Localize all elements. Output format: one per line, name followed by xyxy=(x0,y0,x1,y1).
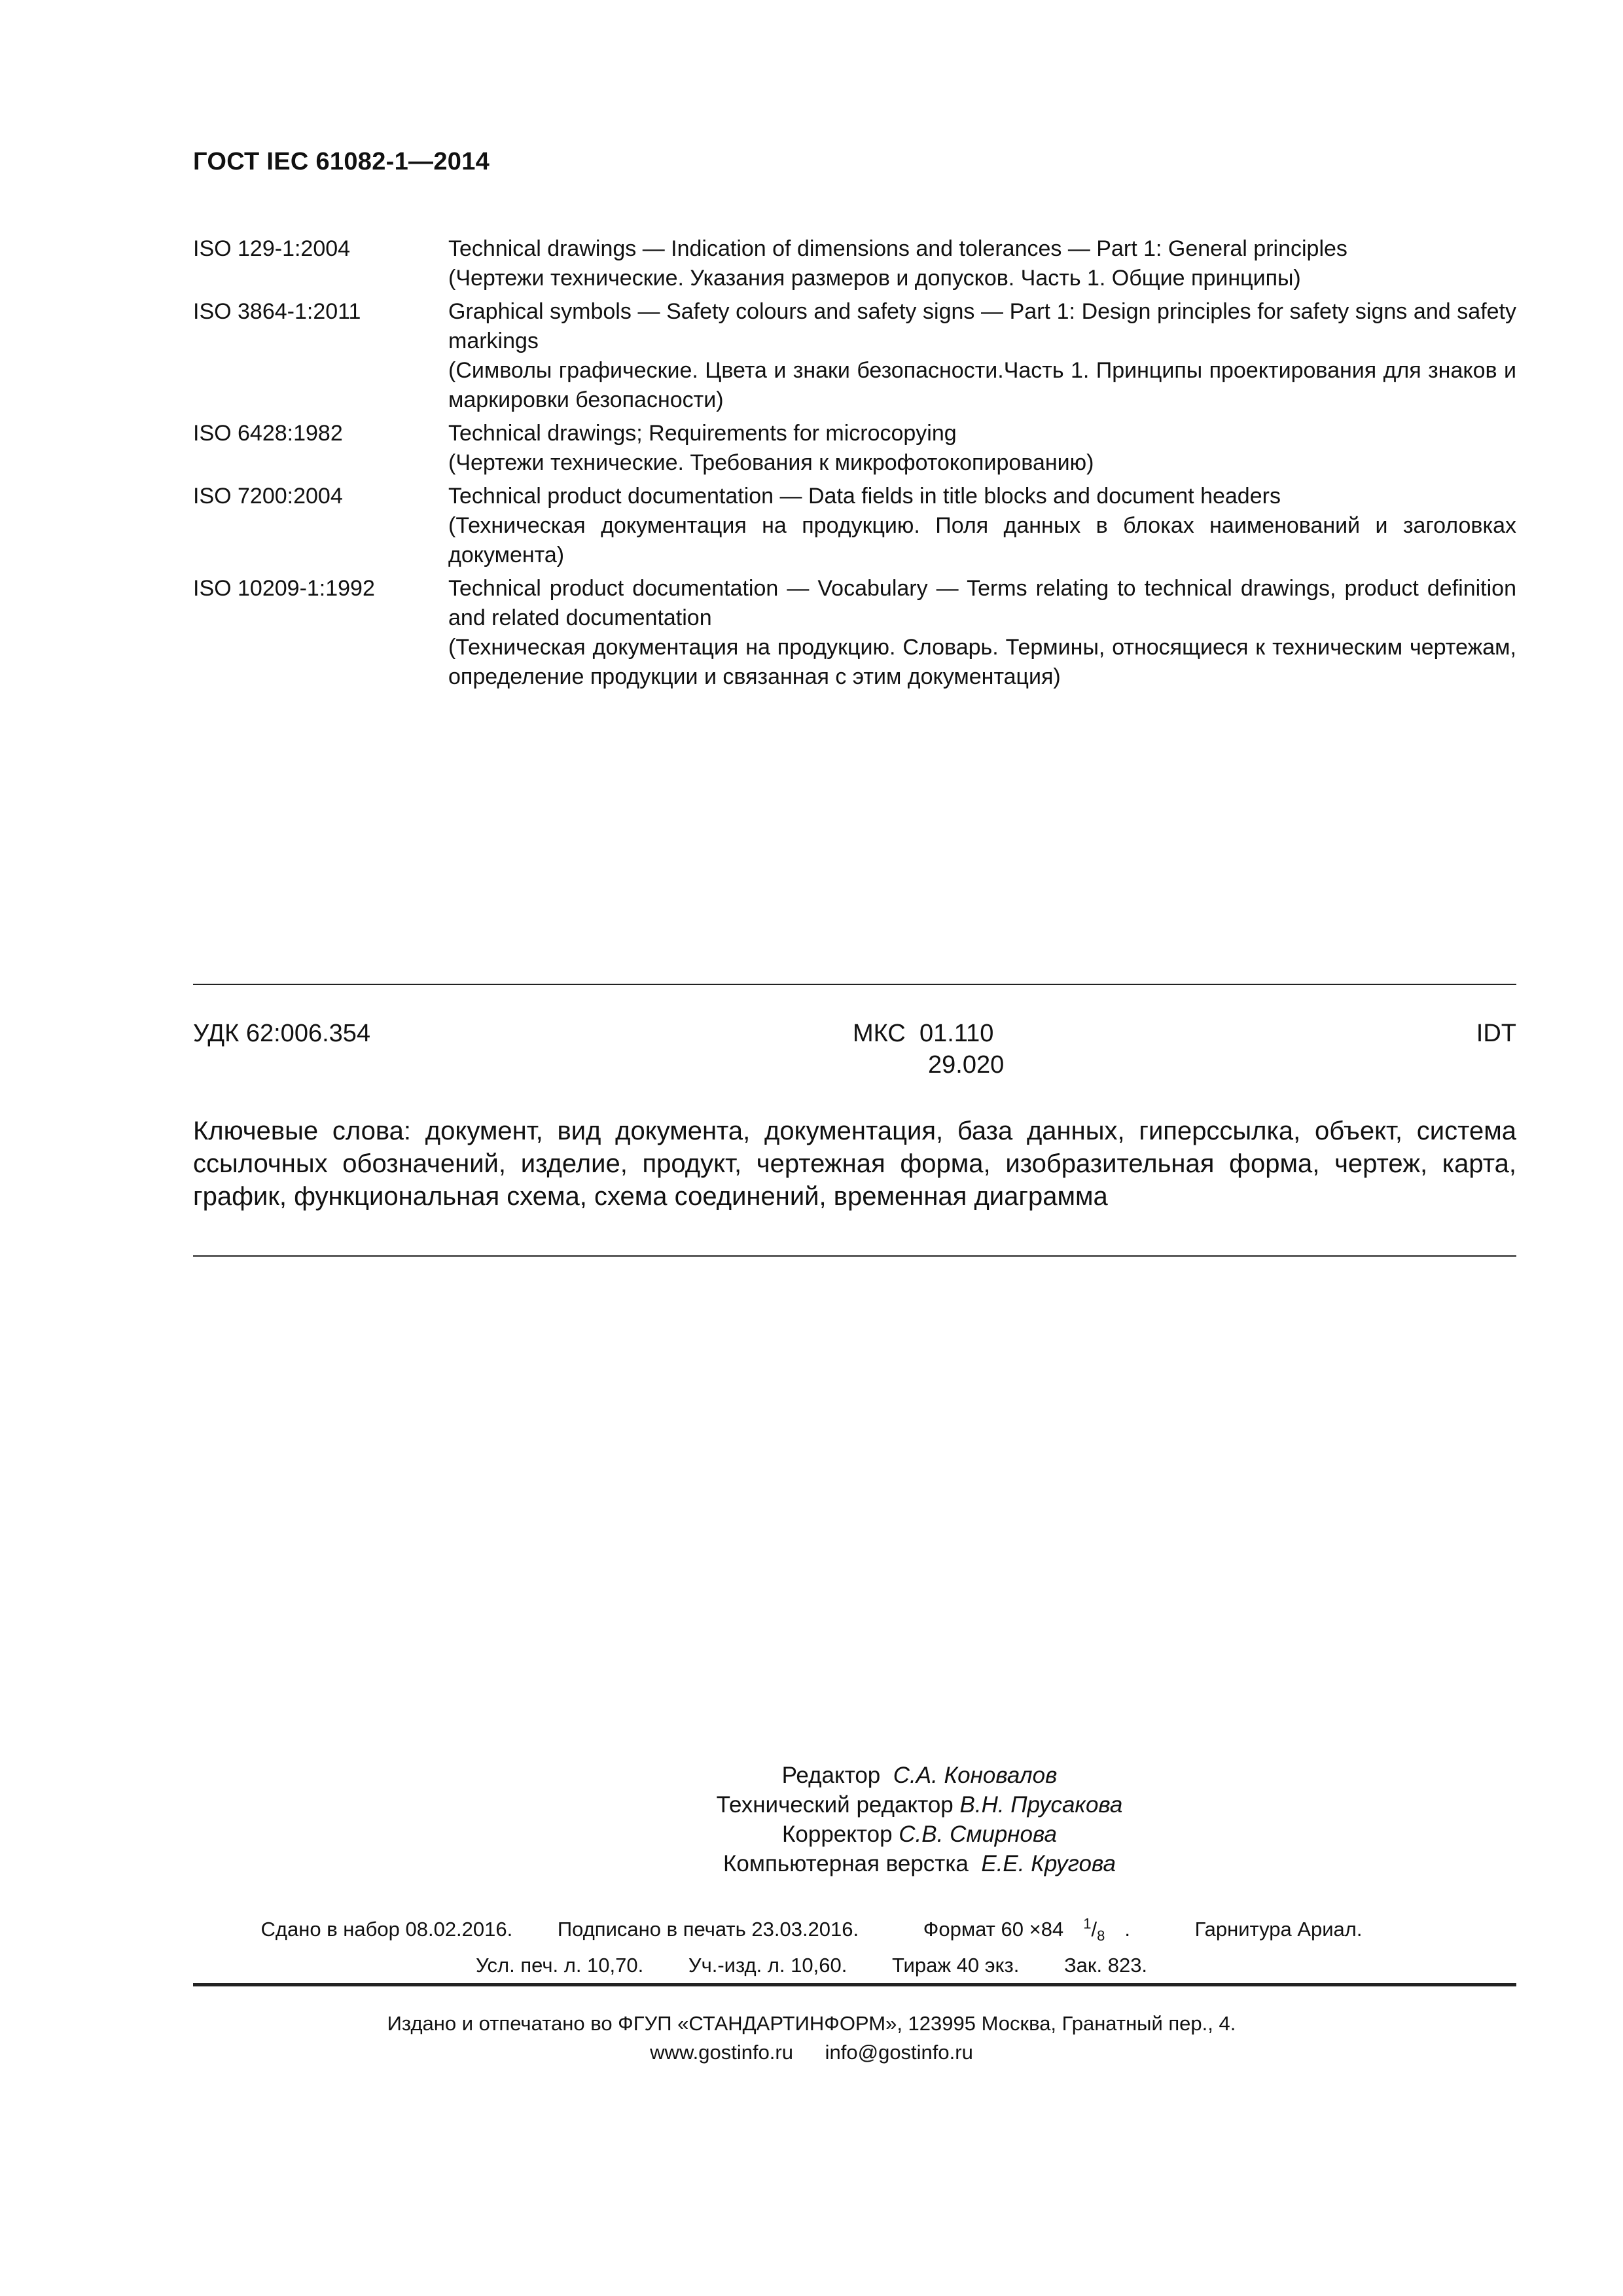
reference-row xyxy=(193,419,1516,478)
editorial-staff xyxy=(0,1761,1623,1878)
reference-code: ISO 129-1:2004 xyxy=(193,236,351,261)
divider-keywords xyxy=(193,1255,1516,1257)
reference-row xyxy=(193,297,1516,415)
classification-row xyxy=(193,1018,1516,1090)
staff-name: С.А. Коновалов xyxy=(893,1763,1058,1788)
page-title: ГОСТ IEC 61082-1—2014 xyxy=(193,148,490,175)
staff-role: Редактор xyxy=(781,1763,881,1788)
print-line-2 xyxy=(0,1951,1623,1980)
reference-title-en: Technical drawings; Requirements for microcopying xyxy=(448,421,957,446)
normative-references xyxy=(193,234,1516,696)
reference-code: ISO 7200:2004 xyxy=(193,484,343,509)
staff-role: Компьютерная верстка xyxy=(723,1851,969,1876)
reference-title-en: Technical product documentation — Vocabulary — Terms relating to technical drawings, product definition and related documentation xyxy=(448,576,1516,630)
divider-bottom xyxy=(193,1983,1516,1986)
publisher-email-link[interactable]: info@gostinfo.ru xyxy=(825,2041,973,2064)
reference-row xyxy=(193,574,1516,692)
staff-line xyxy=(0,1849,1623,1878)
paper-format: Формат 60 ×84 $^1/_8$ . xyxy=(923,1916,1130,1945)
mks-code: 01.110 xyxy=(919,1020,994,1047)
staff-line xyxy=(0,1761,1623,1790)
print-line-1 xyxy=(0,1910,1623,1951)
idt-label: IDT xyxy=(1476,1020,1516,1047)
reference-title-en: Graphical symbols — Safety colours and safety signs — Part 1: Design principles for safety signs and safety markings xyxy=(448,299,1516,353)
printed-sheets: Усл. печ. л. 10,70. xyxy=(475,1953,644,1977)
typeset-date: Сдано в набор 08.02.2016. xyxy=(260,1918,513,1941)
mks-label: МКС xyxy=(853,1020,906,1047)
reference-code: ISO 3864-1:2011 xyxy=(193,299,361,324)
keywords: Ключевые слова: документ, вид документа, документация, база данных, гиперссылка, объект, система ссылочных обозначений, изделие, продукт, чертежная форма, изобразительная форма, чертеж, карта, график, функциональная схема, схема соединений, временная диаграмма xyxy=(193,1117,1516,1211)
print-info xyxy=(0,1910,1623,1980)
publisher-website-link[interactable]: www.gostinfo.ru xyxy=(650,2041,793,2064)
reference-title-ru: (Техническая документация на продукцию. Словарь. Термины, относящиеся к техническим чертежам, определение продукции и связанная с этим документация) xyxy=(448,635,1516,689)
reference-code: ISO 10209-1:1992 xyxy=(193,576,375,601)
reference-title-ru: (Техническая документация на продукцию. Поля данных в блоках наименований и заголовках документа) xyxy=(448,513,1516,567)
publisher-sheets: Уч.-изд. л. 10,60. xyxy=(688,1953,847,1977)
staff-name: В.Н. Прусакова xyxy=(959,1792,1123,1818)
staff-name: С.В. Смирнова xyxy=(899,1821,1057,1847)
reference-title-ru: (Символы графические. Цвета и знаки безопасности.Часть 1. Принципы проектирования для знаков и маркировки безопасности) xyxy=(448,358,1516,412)
staff-name: Е.Е. Кругова xyxy=(981,1851,1116,1876)
reference-row xyxy=(193,234,1516,293)
mks-block xyxy=(853,1018,1004,1081)
divider-top xyxy=(193,984,1516,985)
reference-title-ru: (Чертежи технические. Указания размеров и допусков. Часть 1. Общие принципы) xyxy=(448,266,1301,291)
signed-date: Подписано в печать 23.03.2016. xyxy=(557,1918,859,1941)
typeface: Гарнитура Ариал. xyxy=(1194,1918,1363,1941)
staff-line xyxy=(0,1820,1623,1849)
reference-code: ISO 6428:1982 xyxy=(193,421,343,446)
reference-row xyxy=(193,482,1516,570)
reference-title-en: Technical product documentation — Data fields in title blocks and document headers xyxy=(448,484,1281,509)
reference-title-ru: (Чертежи технические. Требования к микрофотокопированию) xyxy=(448,450,1094,475)
mks-code: 29.020 xyxy=(928,1051,1005,1079)
udk-code: УДК 62:006.354 xyxy=(193,1020,371,1047)
staff-role: Корректор xyxy=(782,1821,893,1847)
reference-title-en: Technical drawings — Indication of dimensions and tolerances — Part 1: General principles xyxy=(448,236,1347,261)
staff-role: Технический редактор xyxy=(716,1792,954,1818)
circulation: Тираж 40 экз. xyxy=(891,1953,1020,1977)
publisher-info xyxy=(0,2009,1623,2067)
publisher-line: Издано и отпечатано во ФГУП «СТАНДАРТИНФОРМ», 123995 Москва, Гранатный пер., 4. xyxy=(387,2012,1236,2035)
staff-line xyxy=(0,1790,1623,1820)
order-number: Зак. 823. xyxy=(1063,1953,1148,1977)
